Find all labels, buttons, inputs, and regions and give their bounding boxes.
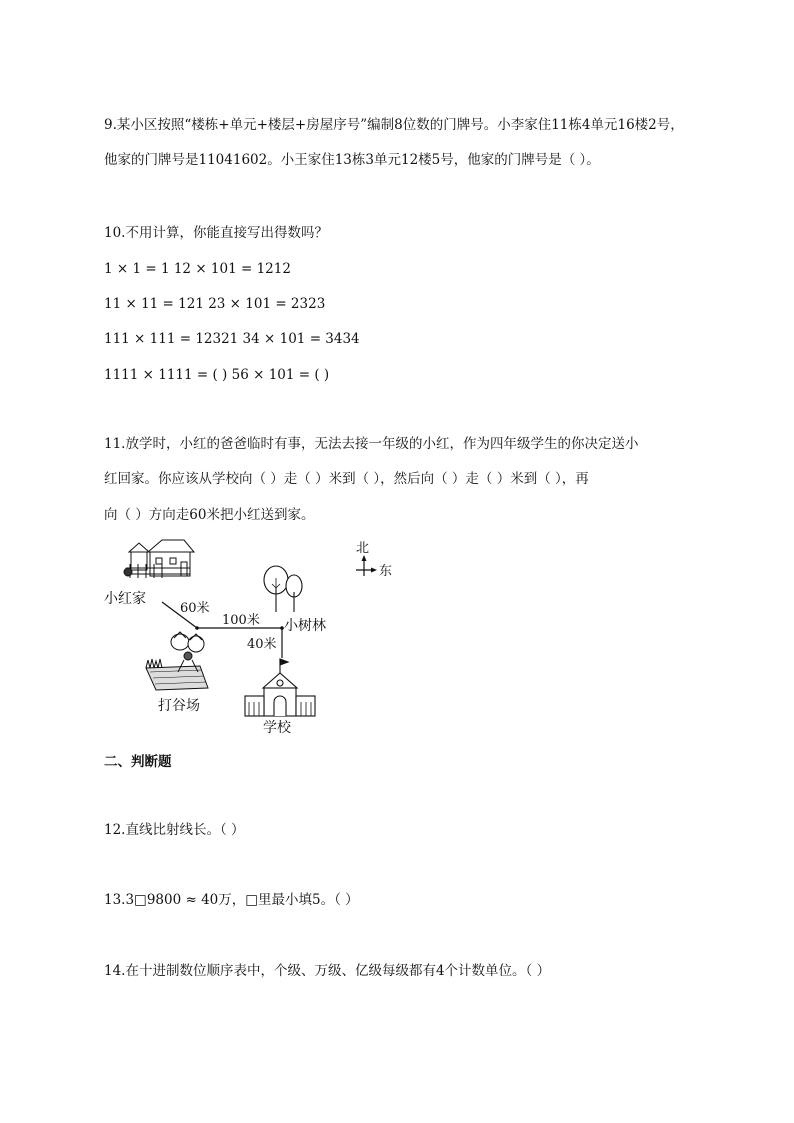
- home-label: 小红家: [104, 591, 146, 607]
- house-icon: [124, 540, 194, 578]
- compass-north-label: 北: [356, 541, 370, 556]
- compass-east-label: 东: [379, 564, 393, 579]
- q9-line-2: 他家的门牌号是11041602。小王家住13栋3单元12楼5号，他家的门牌号是（ ）。: [104, 152, 600, 168]
- q13-text: 13.3□9800 ≈ 40万，□里最小填5。（ ）: [104, 892, 359, 908]
- school-label: 学校: [263, 720, 291, 736]
- route-node: [195, 626, 199, 630]
- threshing-ground-icon: [146, 632, 208, 690]
- school-icon: [245, 659, 315, 716]
- q11-line-1: 11.放学时，小红的爸爸临时有事，无法去接一年级的小红，作为四年级学生的你决定送小: [104, 436, 639, 452]
- tree-icon: [264, 566, 302, 612]
- q10-row-4: 1111 × 1111 = ( ) 56 × 101 = ( ): [104, 367, 330, 383]
- distance-home-label: 60米: [180, 601, 210, 616]
- section-title: 二、判断题: [104, 754, 172, 770]
- q12-text: 12.直线比射线长。（ ）: [104, 822, 245, 838]
- q10-row-3: 111 × 111 = 12321 34 × 101 = 3434: [104, 331, 360, 347]
- compass-east-arrow-icon: [371, 568, 377, 573]
- threshing-ground-label: 打谷场: [158, 698, 200, 714]
- q10-title: 10.不用计算，你能直接写出得数吗？: [104, 225, 328, 241]
- q14-text: 14.在十进制数位顺序表中，个级、万级、亿级每级都有4个计数单位。（ ）: [104, 963, 551, 979]
- route-map: [98, 538, 408, 738]
- q10-row-1: 1 × 1 = 1 12 × 101 = 1212: [104, 261, 291, 277]
- distance-middle-label: 100米: [222, 613, 260, 628]
- compass: [356, 541, 392, 579]
- woods-label: 小树林: [284, 618, 326, 634]
- distance-school-label: 40米: [247, 637, 277, 652]
- q10-row-2: 11 × 11 = 121 23 × 101 = 2323: [104, 296, 326, 312]
- q11-line-2: 红回家。你应该从学校向（ ）走（ ）米到（ ），然后向（ ）走（ ）米到（ ），再: [104, 471, 589, 487]
- q9-line-1: 9.某小区按照“楼栋+单元+楼层+房屋序号”编制8位数的门牌号。小李家住11栋4单元16楼2号，: [104, 117, 684, 133]
- q11-line-3: 向（ ）方向走60米把小红送到家。: [104, 507, 315, 523]
